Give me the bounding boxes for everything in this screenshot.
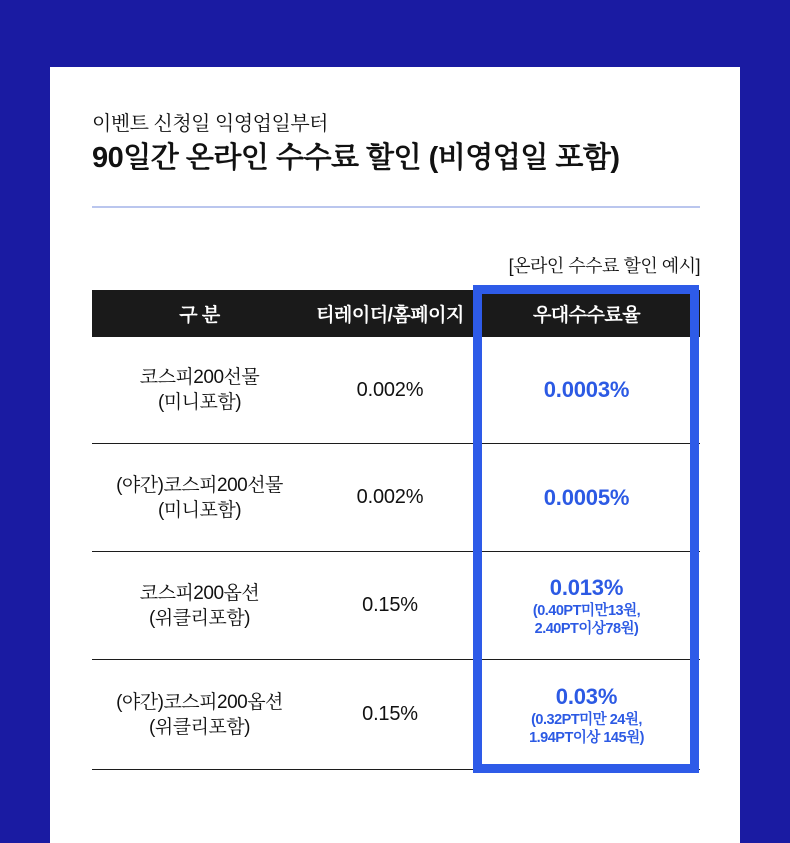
discount-note-line: 2.40PT이상78원) bbox=[534, 620, 639, 637]
discount-rate-value: 0.03% bbox=[555, 683, 618, 709]
table-row bbox=[92, 660, 700, 770]
event-subtitle: 이벤트 신청일 익영업일부터 bbox=[92, 113, 328, 135]
category-sub: (위클리포함) bbox=[149, 716, 250, 738]
standard-rate-value: 0.15% bbox=[362, 703, 418, 725]
standard-rate-value: 0.15% bbox=[362, 594, 418, 616]
promo-card bbox=[50, 67, 740, 843]
cell-category bbox=[92, 337, 307, 443]
category-sub: (미니포함) bbox=[157, 499, 242, 521]
discount-note-line: (0.40PT미만13원, bbox=[532, 602, 641, 619]
cell-category bbox=[92, 552, 307, 659]
discount-rate-value: 0.0005% bbox=[543, 484, 630, 510]
discount-note-line: (0.32PT미만 24원, bbox=[531, 711, 642, 728]
category-name: (야간)코스피200선물 bbox=[116, 474, 283, 496]
category-name: (야간)코스피200옵션 bbox=[116, 691, 283, 713]
header-cell-discount-rate: 우대수수료율 bbox=[532, 305, 641, 326]
cell-category bbox=[92, 660, 307, 769]
category-sub: (위클리포함) bbox=[149, 607, 250, 629]
cell-standard-rate bbox=[307, 337, 473, 443]
event-header bbox=[92, 111, 700, 177]
fee-table bbox=[92, 290, 700, 770]
category-sub: (미니포함) bbox=[157, 392, 242, 413]
standard-rate-value: 0.002% bbox=[356, 486, 424, 508]
cell-discount-rate bbox=[473, 444, 700, 551]
cell-standard-rate bbox=[307, 444, 473, 551]
discount-rate-value: 0.013% bbox=[549, 574, 624, 600]
section-divider bbox=[92, 206, 700, 208]
standard-rate-value: 0.002% bbox=[356, 378, 424, 401]
category-name: 코스피200옵션 bbox=[139, 582, 260, 604]
cell-discount-rate bbox=[473, 660, 700, 769]
discount-note-line: 1.94PT이상 145원) bbox=[529, 729, 644, 746]
cell-discount-rate bbox=[473, 337, 700, 443]
discount-rate-value: 0.0003% bbox=[543, 377, 630, 402]
table-row bbox=[92, 337, 700, 444]
table-header-row bbox=[92, 290, 700, 337]
table-row bbox=[92, 552, 700, 660]
cell-category bbox=[92, 444, 307, 551]
cell-standard-rate bbox=[307, 552, 473, 659]
cell-discount-rate bbox=[473, 552, 700, 659]
event-title: 90일간 온라인 수수료 할인 (비영업일 포함) bbox=[92, 142, 620, 174]
header-cell-category: 구 분 bbox=[179, 305, 220, 326]
header-cell-standard-rate: 티레이더/홈페이지 bbox=[316, 305, 464, 326]
cell-standard-rate bbox=[307, 660, 473, 769]
category-name: 코스피200선물 bbox=[139, 367, 260, 388]
table-caption: [온라인 수수료 할인 예시] bbox=[508, 256, 700, 276]
table-row bbox=[92, 444, 700, 552]
